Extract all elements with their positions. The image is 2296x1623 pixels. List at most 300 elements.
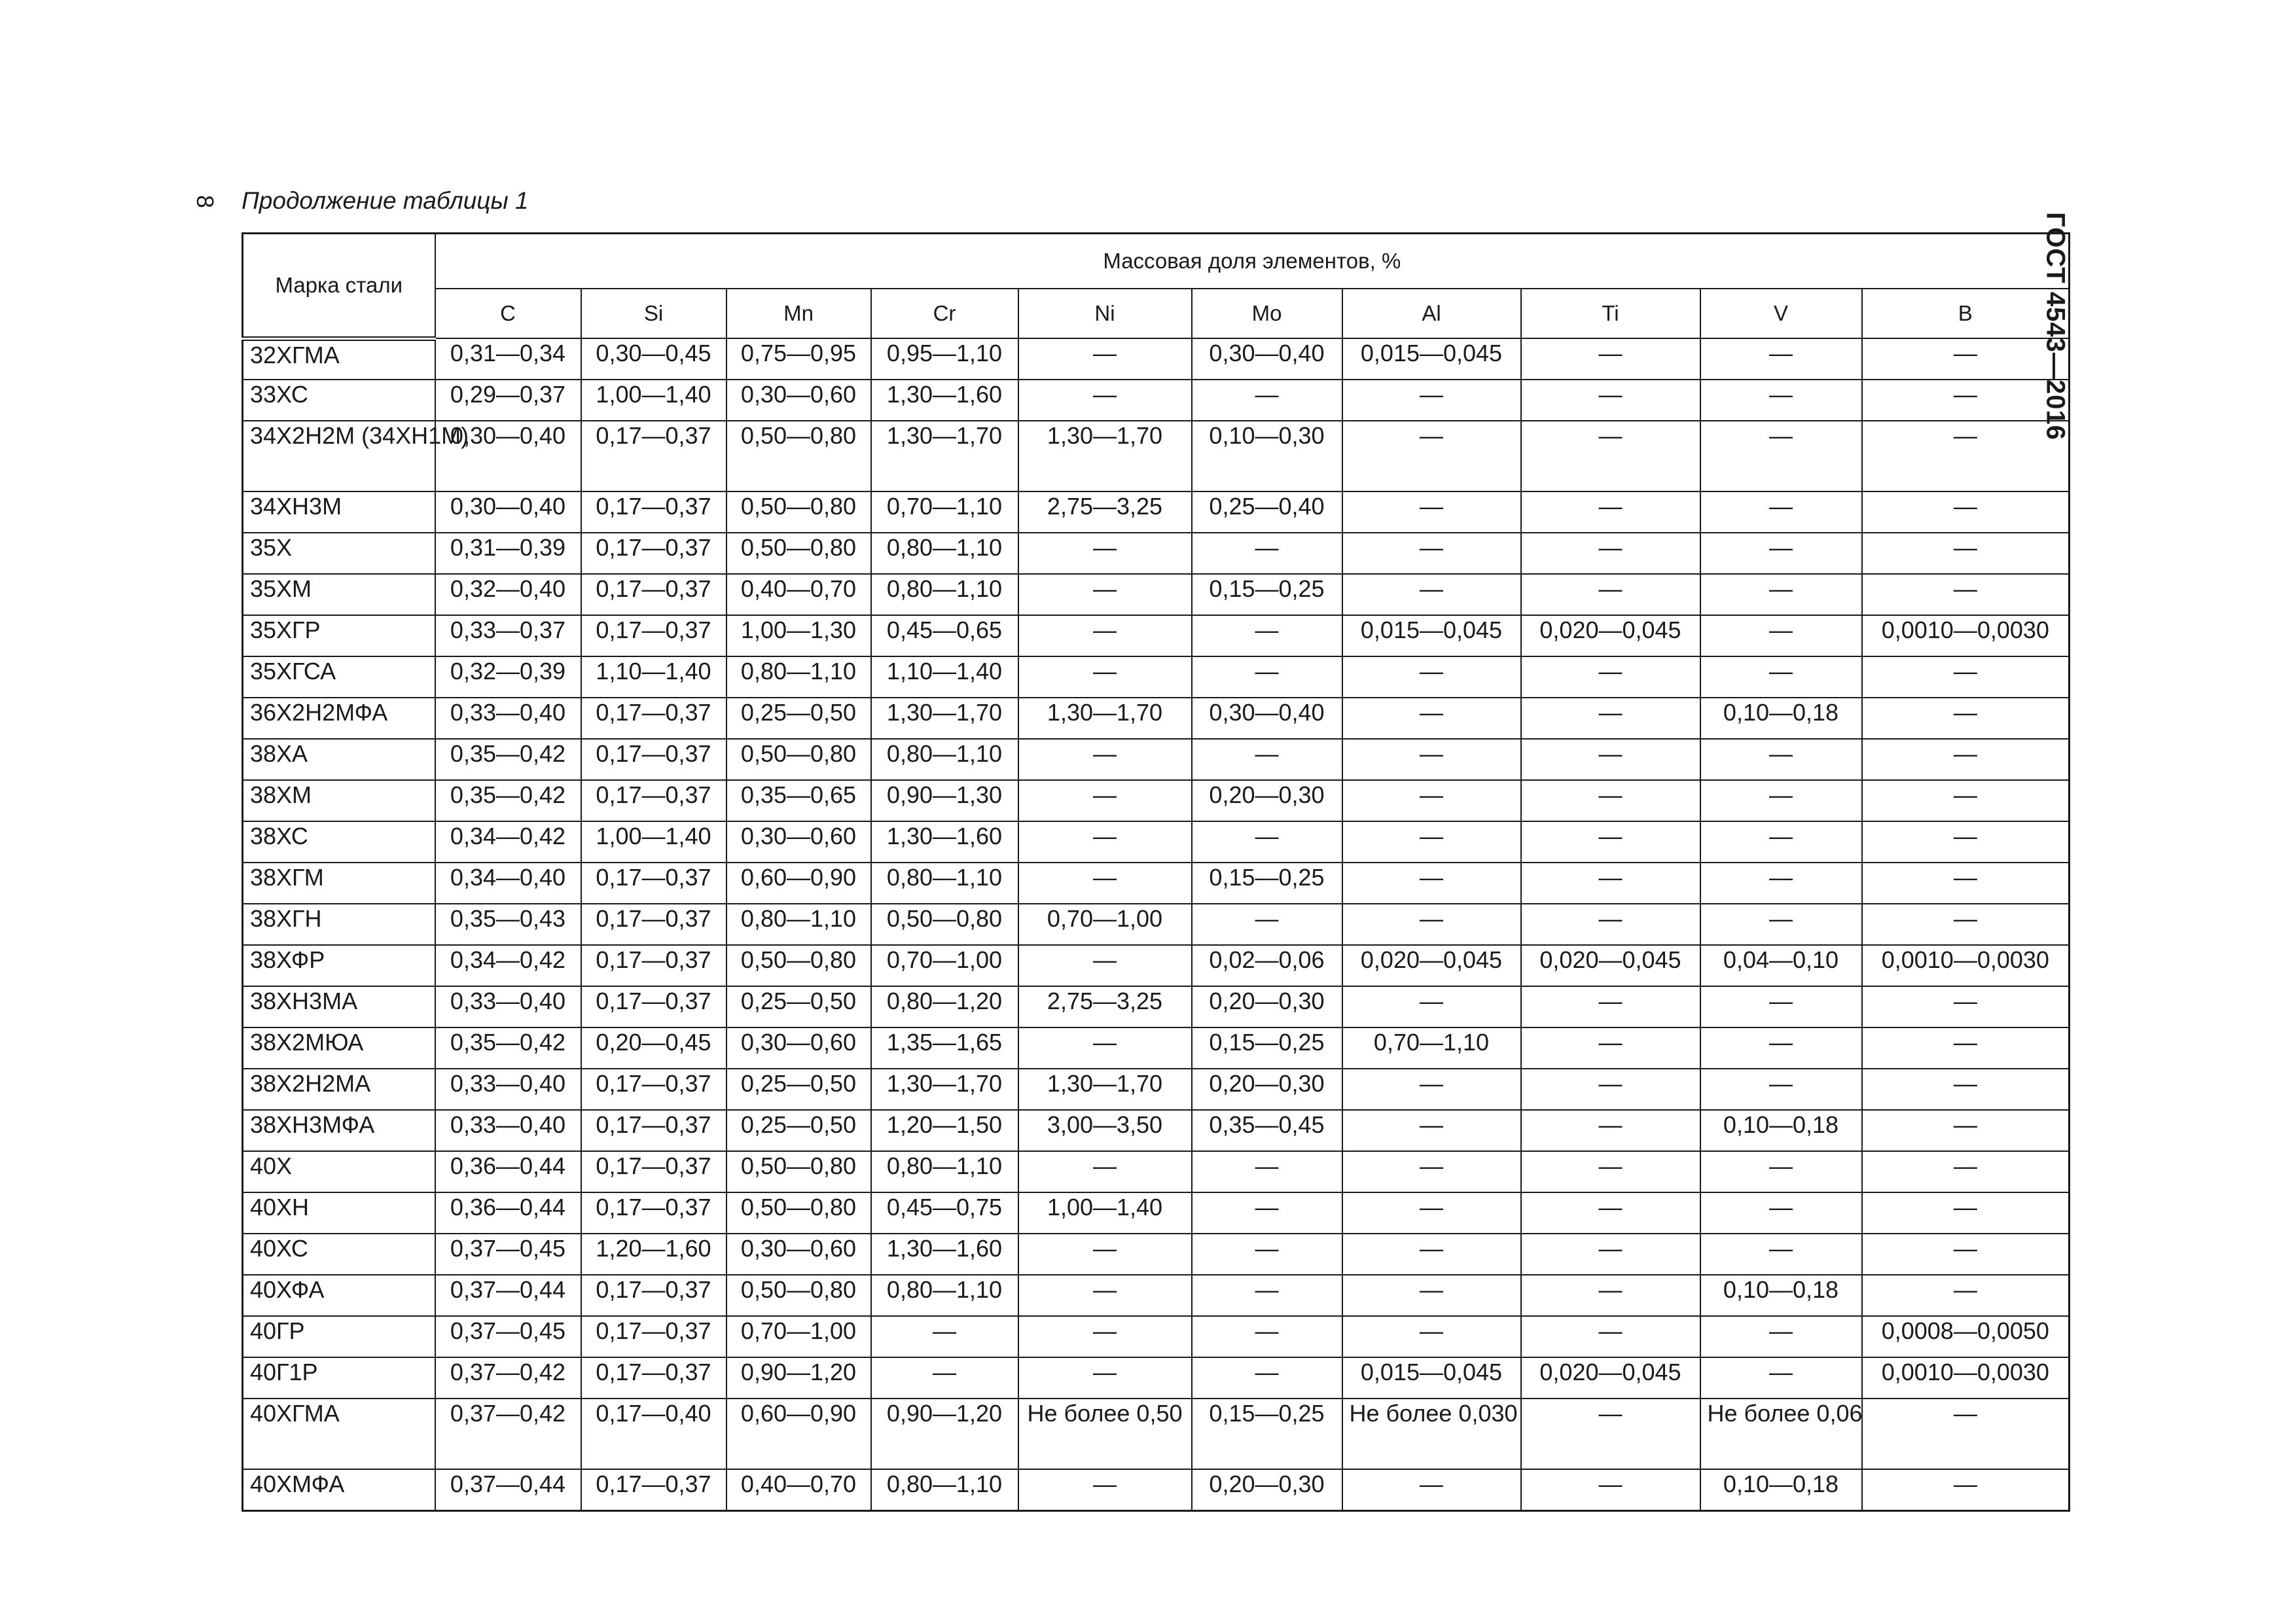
element-value-cell: —: [1862, 1151, 2070, 1192]
element-value-cell: 0,25—0,50: [726, 1069, 871, 1110]
standard-code: ГОСТ 4543—2016: [2041, 212, 2070, 440]
element-value-cell: 1,35—1,65: [871, 1027, 1018, 1069]
steel-grade-cell: 38ХГМ: [243, 863, 435, 904]
steel-grade-cell: 38Х2Н2МА: [243, 1069, 435, 1110]
table-caption: Продолжение таблицы 1: [242, 187, 529, 214]
element-value-cell: —: [1521, 1316, 1700, 1357]
element-value-cell: 0,31—0,39: [435, 533, 581, 574]
steel-grade-cell: 38ХН3МФА: [243, 1110, 435, 1151]
element-value-cell: —: [1700, 821, 1862, 863]
element-value-cell: —: [1862, 1110, 2070, 1151]
element-value-cell: —: [1192, 380, 1342, 421]
table-row: [243, 533, 2070, 574]
table-row: [243, 1469, 2070, 1510]
element-value-cell: 0,10—0,18: [1700, 1275, 1862, 1316]
element-value-cell: 0,20—0,30: [1192, 1469, 1342, 1510]
element-value-cell: 0,35—0,42: [435, 780, 581, 821]
element-value-cell: 0,17—0,40: [581, 1399, 726, 1469]
element-value-cell: 0,34—0,42: [435, 945, 581, 986]
element-value-cell: —: [1521, 338, 1700, 380]
element-value-cell: 0,25—0,50: [726, 1110, 871, 1151]
element-value-cell: 0,80—1,10: [871, 1469, 1018, 1510]
element-value-cell: —: [1862, 1234, 2070, 1275]
element-value-cell: 0,80—1,10: [871, 1275, 1018, 1316]
element-value-cell: Не более 0,06: [1700, 1399, 1862, 1469]
element-value-cell: 1,30—1,60: [871, 1234, 1018, 1275]
element-value-cell: 0,34—0,40: [435, 863, 581, 904]
element-value-cell: 0,32—0,39: [435, 656, 581, 698]
element-value-cell: 0,34—0,42: [435, 821, 581, 863]
element-value-cell: 0,17—0,37: [581, 739, 726, 780]
element-value-cell: —: [1700, 615, 1862, 656]
element-value-cell: —: [1192, 1275, 1342, 1316]
element-value-cell: —: [1342, 1469, 1521, 1510]
element-value-cell: —: [1700, 574, 1862, 615]
element-value-cell: —: [1342, 533, 1521, 574]
element-value-cell: 1,10—1,40: [581, 656, 726, 698]
element-value-cell: 0,30—0,45: [581, 338, 726, 380]
element-value-cell: 0,30—0,40: [1192, 698, 1342, 739]
element-value-cell: 0,20—0,45: [581, 1027, 726, 1069]
element-value-cell: 1,00—1,40: [581, 380, 726, 421]
element-value-cell: 0,35—0,65: [726, 780, 871, 821]
element-value-cell: 0,17—0,37: [581, 1357, 726, 1399]
table-row: [243, 1069, 2070, 1110]
element-value-cell: —: [1521, 1192, 1700, 1234]
element-value-cell: 0,80—1,10: [871, 533, 1018, 574]
element-value-cell: 1,20—1,50: [871, 1110, 1018, 1151]
element-value-cell: 0,29—0,37: [435, 380, 581, 421]
steel-grade-cell: 35ХГР: [243, 615, 435, 656]
element-value-cell: 0,50—0,80: [726, 1151, 871, 1192]
element-value-cell: 0,015—0,045: [1342, 338, 1521, 380]
element-value-cell: —: [1521, 491, 1700, 533]
element-value-cell: —: [1342, 1069, 1521, 1110]
steel-grade-cell: 38ХА: [243, 739, 435, 780]
element-value-cell: —: [1862, 904, 2070, 945]
element-value-cell: 0,17—0,37: [581, 574, 726, 615]
element-value-cell: 3,00—3,50: [1018, 1110, 1192, 1151]
element-value-cell: —: [1342, 986, 1521, 1027]
element-value-cell: 0,37—0,45: [435, 1316, 581, 1357]
element-value-cell: —: [1700, 338, 1862, 380]
element-value-cell: 0,17—0,37: [581, 1069, 726, 1110]
element-value-cell: 1,30—1,60: [871, 821, 1018, 863]
element-value-cell: —: [1018, 338, 1192, 380]
element-value-cell: 0,20—0,30: [1192, 1069, 1342, 1110]
element-header-cr: Cr: [871, 289, 1018, 338]
element-value-cell: —: [1342, 904, 1521, 945]
element-value-cell: —: [1521, 780, 1700, 821]
element-value-cell: 0,33—0,40: [435, 1110, 581, 1151]
element-header-v: V: [1700, 289, 1862, 338]
element-value-cell: —: [1018, 656, 1192, 698]
steel-grade-cell: 34Х2Н2М (34ХН1М): [243, 421, 435, 491]
element-value-cell: —: [1342, 421, 1521, 491]
table-row: [243, 780, 2070, 821]
element-value-cell: 1,30—1,70: [871, 698, 1018, 739]
steel-grade-cell: 40ХФА: [243, 1275, 435, 1316]
element-value-cell: 0,35—0,43: [435, 904, 581, 945]
element-value-cell: 0,33—0,37: [435, 615, 581, 656]
element-value-cell: 0,80—1,10: [871, 739, 1018, 780]
element-value-cell: 0,45—0,65: [871, 615, 1018, 656]
element-value-cell: —: [1862, 574, 2070, 615]
element-value-cell: 0,50—0,80: [726, 1275, 871, 1316]
element-value-cell: 0,20—0,30: [1192, 986, 1342, 1027]
element-value-cell: 0,17—0,37: [581, 780, 726, 821]
element-value-cell: —: [1018, 1151, 1192, 1192]
element-value-cell: 0,17—0,37: [581, 421, 726, 491]
element-value-cell: —: [1342, 821, 1521, 863]
element-value-cell: 0,75—0,95: [726, 338, 871, 380]
element-value-cell: —: [1521, 986, 1700, 1027]
element-value-cell: 0,80—1,10: [871, 1151, 1018, 1192]
table-row: [243, 1275, 2070, 1316]
element-value-cell: 0,50—0,80: [726, 739, 871, 780]
element-value-cell: 2,75—3,25: [1018, 986, 1192, 1027]
element-value-cell: —: [1342, 780, 1521, 821]
element-value-cell: 0,45—0,75: [871, 1192, 1018, 1234]
element-value-cell: 2,75—3,25: [1018, 491, 1192, 533]
element-value-cell: —: [1521, 574, 1700, 615]
element-value-cell: 0,40—0,70: [726, 574, 871, 615]
table-row: [243, 698, 2070, 739]
element-value-cell: 0,25—0,50: [726, 698, 871, 739]
element-value-cell: —: [1342, 698, 1521, 739]
table-row: [243, 739, 2070, 780]
steel-grade-cell: 40ХС: [243, 1234, 435, 1275]
element-value-cell: 0,020—0,045: [1521, 615, 1700, 656]
grade-column-header: Марка стали: [243, 234, 435, 339]
element-header-b: B: [1862, 289, 2070, 338]
element-value-cell: 0,33—0,40: [435, 698, 581, 739]
element-header-si: Si: [581, 289, 726, 338]
element-value-cell: —: [1862, 1469, 2070, 1510]
element-value-cell: —: [1862, 780, 2070, 821]
element-value-cell: —: [1018, 615, 1192, 656]
element-value-cell: 0,35—0,42: [435, 739, 581, 780]
element-value-cell: —: [1342, 1192, 1521, 1234]
element-value-cell: 0,90—1,20: [726, 1357, 871, 1399]
element-value-cell: 0,17—0,37: [581, 698, 726, 739]
element-value-cell: 0,17—0,37: [581, 1275, 726, 1316]
element-value-cell: —: [871, 1316, 1018, 1357]
element-value-cell: 0,25—0,40: [1192, 491, 1342, 533]
table-row: [243, 1399, 2070, 1469]
element-value-cell: —: [1521, 821, 1700, 863]
element-value-cell: —: [1700, 986, 1862, 1027]
element-value-cell: 0,17—0,37: [581, 1469, 726, 1510]
table-row: [243, 656, 2070, 698]
element-value-cell: —: [1862, 338, 2070, 380]
element-value-cell: —: [1862, 1069, 2070, 1110]
element-value-cell: —: [1521, 380, 1700, 421]
element-value-cell: —: [1862, 421, 2070, 491]
element-value-cell: —: [1700, 491, 1862, 533]
element-value-cell: 0,10—0,18: [1700, 1469, 1862, 1510]
element-value-cell: —: [1018, 574, 1192, 615]
element-value-cell: 0,015—0,045: [1342, 615, 1521, 656]
element-value-cell: —: [1018, 380, 1192, 421]
element-value-cell: 0,02—0,06: [1192, 945, 1342, 986]
table-row: [243, 615, 2070, 656]
element-value-cell: Не более 0,50: [1018, 1399, 1192, 1469]
steel-grade-cell: 40ГР: [243, 1316, 435, 1357]
element-value-cell: —: [1700, 656, 1862, 698]
element-value-cell: —: [1700, 1069, 1862, 1110]
element-header-mn: Mn: [726, 289, 871, 338]
element-value-cell: —: [1018, 1234, 1192, 1275]
steel-grade-cell: 35ХМ: [243, 574, 435, 615]
element-value-cell: 0,33—0,40: [435, 1069, 581, 1110]
element-value-cell: 0,10—0,18: [1700, 1110, 1862, 1151]
element-value-cell: 0,015—0,045: [1342, 1357, 1521, 1399]
element-value-cell: —: [1192, 1151, 1342, 1192]
element-value-cell: —: [1192, 1192, 1342, 1234]
element-value-cell: —: [1862, 698, 2070, 739]
element-value-cell: —: [1521, 1234, 1700, 1275]
element-value-cell: 0,17—0,37: [581, 615, 726, 656]
element-value-cell: —: [1862, 533, 2070, 574]
element-value-cell: 0,17—0,37: [581, 904, 726, 945]
element-value-cell: —: [1700, 1357, 1862, 1399]
element-value-cell: 1,30—1,60: [871, 380, 1018, 421]
element-value-cell: 0,50—0,80: [726, 945, 871, 986]
element-value-cell: 0,17—0,37: [581, 533, 726, 574]
element-value-cell: 0,30—0,40: [435, 491, 581, 533]
element-value-cell: —: [1018, 1316, 1192, 1357]
element-value-cell: 0,020—0,045: [1521, 945, 1700, 986]
element-value-cell: —: [1521, 533, 1700, 574]
element-value-cell: —: [1342, 574, 1521, 615]
element-value-cell: 0,31—0,34: [435, 338, 581, 380]
page-number: 8: [192, 194, 219, 209]
element-value-cell: —: [1521, 1399, 1700, 1469]
element-value-cell: —: [1862, 863, 2070, 904]
element-value-cell: —: [1700, 863, 1862, 904]
element-value-cell: 0,0010—0,0030: [1862, 945, 2070, 986]
table-body: [243, 338, 2070, 1510]
element-value-cell: —: [1342, 656, 1521, 698]
element-value-cell: 0,15—0,25: [1192, 863, 1342, 904]
element-value-cell: —: [1192, 739, 1342, 780]
element-value-cell: 0,10—0,18: [1700, 698, 1862, 739]
element-value-cell: —: [1521, 739, 1700, 780]
element-value-cell: —: [1192, 904, 1342, 945]
element-value-cell: 1,00—1,30: [726, 615, 871, 656]
steel-grade-cell: 32ХГМА: [243, 338, 435, 380]
element-value-cell: 0,30—0,60: [726, 380, 871, 421]
element-value-cell: 0,36—0,44: [435, 1192, 581, 1234]
element-value-cell: —: [1192, 1357, 1342, 1399]
table-row: [243, 421, 2070, 491]
element-value-cell: 0,70—1,00: [871, 945, 1018, 986]
element-value-cell: —: [1521, 698, 1700, 739]
mass-fraction-header: Массовая доля элементов, %: [435, 234, 2070, 289]
table-row: [243, 986, 2070, 1027]
element-value-cell: —: [1192, 1316, 1342, 1357]
element-value-cell: —: [1862, 1027, 2070, 1069]
table-row: [243, 338, 2070, 380]
element-value-cell: 1,30—1,70: [1018, 698, 1192, 739]
table-row: [243, 1192, 2070, 1234]
element-value-cell: 0,60—0,90: [726, 863, 871, 904]
element-value-cell: —: [1521, 863, 1700, 904]
element-value-cell: —: [1700, 1027, 1862, 1069]
element-value-cell: 0,17—0,37: [581, 1151, 726, 1192]
element-value-cell: —: [1192, 1234, 1342, 1275]
element-value-cell: —: [1521, 1069, 1700, 1110]
table-row: [243, 1357, 2070, 1399]
element-value-cell: —: [1521, 1110, 1700, 1151]
element-value-cell: 0,17—0,37: [581, 1316, 726, 1357]
element-value-cell: 0,50—0,80: [726, 533, 871, 574]
table-row: [243, 945, 2070, 986]
steel-grade-cell: 34ХН3М: [243, 491, 435, 533]
table-row: [243, 904, 2070, 945]
element-value-cell: 0,90—1,30: [871, 780, 1018, 821]
element-value-cell: 0,020—0,045: [1521, 1357, 1700, 1399]
element-value-cell: 1,30—1,70: [871, 421, 1018, 491]
element-header-c: C: [435, 289, 581, 338]
steel-grade-cell: 40ХГМА: [243, 1399, 435, 1469]
element-value-cell: —: [1018, 945, 1192, 986]
element-value-cell: 0,80—1,10: [871, 863, 1018, 904]
element-value-cell: —: [1521, 656, 1700, 698]
element-value-cell: 1,20—1,60: [581, 1234, 726, 1275]
element-value-cell: —: [1192, 656, 1342, 698]
element-value-cell: 0,70—1,10: [871, 491, 1018, 533]
element-value-cell: —: [1521, 1151, 1700, 1192]
element-header-mo: Mo: [1192, 289, 1342, 338]
element-value-cell: 0,37—0,44: [435, 1469, 581, 1510]
table-row: [243, 1151, 2070, 1192]
steel-grade-cell: 38ХГН: [243, 904, 435, 945]
element-value-cell: —: [1862, 821, 2070, 863]
table-row: [243, 574, 2070, 615]
element-value-cell: —: [1018, 780, 1192, 821]
element-value-cell: —: [1862, 986, 2070, 1027]
element-value-cell: 0,30—0,40: [1192, 338, 1342, 380]
element-value-cell: 0,37—0,42: [435, 1357, 581, 1399]
steel-grade-cell: 33ХС: [243, 380, 435, 421]
element-value-cell: 0,90—1,20: [871, 1399, 1018, 1469]
element-value-cell: 0,15—0,25: [1192, 574, 1342, 615]
element-value-cell: —: [1192, 615, 1342, 656]
element-value-cell: —: [1700, 1234, 1862, 1275]
steel-grade-cell: 38ХМ: [243, 780, 435, 821]
element-value-cell: 0,35—0,42: [435, 1027, 581, 1069]
element-value-cell: —: [1700, 780, 1862, 821]
element-value-cell: 1,10—1,40: [871, 656, 1018, 698]
table-row: [243, 1027, 2070, 1069]
element-value-cell: —: [1342, 1110, 1521, 1151]
element-header-ti: Ti: [1521, 289, 1700, 338]
element-value-cell: 0,50—0,80: [726, 1192, 871, 1234]
element-value-cell: 0,37—0,45: [435, 1234, 581, 1275]
element-value-cell: 0,80—1,10: [726, 904, 871, 945]
element-value-cell: Не более 0,030: [1342, 1399, 1521, 1469]
element-value-cell: 0,25—0,50: [726, 986, 871, 1027]
element-value-cell: —: [1700, 1192, 1862, 1234]
element-value-cell: —: [1342, 491, 1521, 533]
element-value-cell: —: [1700, 1151, 1862, 1192]
element-value-cell: —: [1521, 1027, 1700, 1069]
element-value-cell: 0,95—1,10: [871, 338, 1018, 380]
element-value-cell: —: [1700, 1316, 1862, 1357]
element-value-cell: 0,20—0,30: [1192, 780, 1342, 821]
element-value-cell: 0,15—0,25: [1192, 1399, 1342, 1469]
table-row: [243, 491, 2070, 533]
element-value-cell: 0,50—0,80: [726, 491, 871, 533]
element-value-cell: 0,17—0,37: [581, 945, 726, 986]
element-value-cell: —: [1342, 1316, 1521, 1357]
element-value-cell: —: [1018, 1027, 1192, 1069]
element-value-cell: 0,33—0,40: [435, 986, 581, 1027]
element-value-cell: —: [1018, 739, 1192, 780]
element-value-cell: 0,0010—0,0030: [1862, 615, 2070, 656]
element-value-cell: —: [1700, 533, 1862, 574]
element-value-cell: 0,30—0,60: [726, 821, 871, 863]
element-value-cell: 0,70—1,10: [1342, 1027, 1521, 1069]
element-value-cell: —: [1700, 904, 1862, 945]
element-value-cell: —: [1192, 821, 1342, 863]
element-value-cell: 0,37—0,44: [435, 1275, 581, 1316]
element-value-cell: 0,020—0,045: [1342, 945, 1521, 986]
element-value-cell: 1,30—1,70: [871, 1069, 1018, 1110]
element-value-cell: 0,30—0,60: [726, 1234, 871, 1275]
element-value-cell: 0,30—0,40: [435, 421, 581, 491]
element-value-cell: 0,36—0,44: [435, 1151, 581, 1192]
element-value-cell: 0,60—0,90: [726, 1399, 871, 1469]
element-value-cell: —: [1862, 1192, 2070, 1234]
element-value-cell: —: [1862, 656, 2070, 698]
element-value-cell: —: [1342, 739, 1521, 780]
element-value-cell: —: [1521, 421, 1700, 491]
table-row: [243, 1234, 2070, 1275]
element-header-al: Al: [1342, 289, 1521, 338]
steel-grade-cell: 40Х: [243, 1151, 435, 1192]
steel-grade-cell: 35ХГСА: [243, 656, 435, 698]
element-value-cell: —: [871, 1357, 1018, 1399]
element-value-cell: 1,00—1,40: [581, 821, 726, 863]
element-value-cell: 0,70—1,00: [1018, 904, 1192, 945]
element-value-cell: —: [1521, 1469, 1700, 1510]
steel-composition-table: [242, 232, 2070, 1512]
element-value-cell: 0,17—0,37: [581, 863, 726, 904]
element-value-cell: 0,37—0,42: [435, 1399, 581, 1469]
element-value-cell: —: [1862, 1275, 2070, 1316]
steel-grade-cell: 36Х2Н2МФА: [243, 698, 435, 739]
element-value-cell: 0,0010—0,0030: [1862, 1357, 2070, 1399]
element-value-cell: —: [1862, 739, 2070, 780]
element-value-cell: 0,30—0,60: [726, 1027, 871, 1069]
element-value-cell: 0,17—0,37: [581, 1192, 726, 1234]
table-row: [243, 821, 2070, 863]
element-value-cell: 0,17—0,37: [581, 1110, 726, 1151]
element-value-cell: 0,0008—0,0050: [1862, 1316, 2070, 1357]
steel-grade-cell: 35Х: [243, 533, 435, 574]
table-row: [243, 1316, 2070, 1357]
element-value-cell: 0,04—0,10: [1700, 945, 1862, 986]
element-value-cell: —: [1700, 380, 1862, 421]
element-value-cell: 1,00—1,40: [1018, 1192, 1192, 1234]
steel-grade-cell: 40ХМФА: [243, 1469, 435, 1510]
element-value-cell: —: [1862, 380, 2070, 421]
steel-grade-cell: 38ХФР: [243, 945, 435, 986]
element-value-cell: 0,10—0,30: [1192, 421, 1342, 491]
